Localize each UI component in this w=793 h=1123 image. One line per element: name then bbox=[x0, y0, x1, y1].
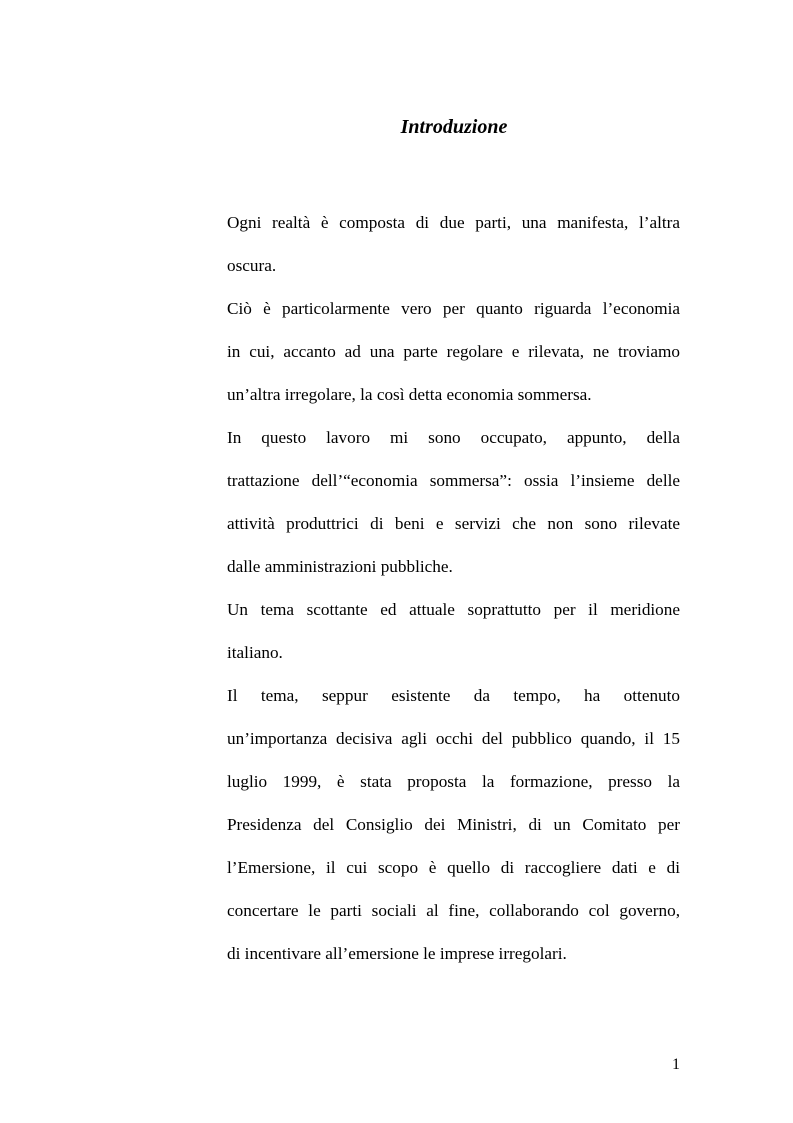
body-text bbox=[227, 208, 680, 982]
text-line: oscura. bbox=[227, 256, 277, 275]
page-title: Introduzione bbox=[400, 116, 508, 138]
text-line: Ogni realtà è composta di due parti, una manifesta, l’altra bbox=[227, 213, 680, 232]
text-line: In questo lavoro mi sono occupato, appunto, della bbox=[227, 428, 680, 447]
text-line: un’altra irregolare, la così detta economia sommersa. bbox=[227, 385, 592, 404]
text-line: Il tema, seppur esistente da tempo, ha ottenuto bbox=[227, 686, 680, 705]
text-line: trattazione dell’“economia sommersa”: ossia l’insieme delle bbox=[227, 471, 680, 490]
text-line: in cui, accanto ad una parte regolare e rilevata, ne troviamo bbox=[227, 342, 680, 361]
text-line: Ciò è particolarmente vero per quanto riguarda l’economia bbox=[227, 299, 680, 318]
text-line: Presidenza del Consiglio dei Ministri, di un Comitato per bbox=[227, 815, 680, 834]
text-line: concertare le parti sociali al fine, collaborando col governo, bbox=[227, 901, 680, 920]
text-line: un’importanza decisiva agli occhi del pubblico quando, il 15 bbox=[227, 729, 680, 748]
page-number: 1 bbox=[672, 1056, 680, 1073]
text-line: dalle amministrazioni pubbliche. bbox=[227, 557, 453, 576]
text-line: Un tema scottante ed attuale soprattutto per il meridione bbox=[227, 600, 680, 619]
text-line: luglio 1999, è stata proposta la formazione, presso la bbox=[227, 772, 680, 791]
text-line: attività produttrici di beni e servizi che non sono rilevate bbox=[227, 514, 680, 533]
text-line: l’Emersione, il cui scopo è quello di raccogliere dati e di bbox=[227, 858, 680, 877]
text-line: italiano. bbox=[227, 643, 283, 662]
text-line: di incentivare all’emersione le imprese irregolari. bbox=[227, 944, 567, 963]
